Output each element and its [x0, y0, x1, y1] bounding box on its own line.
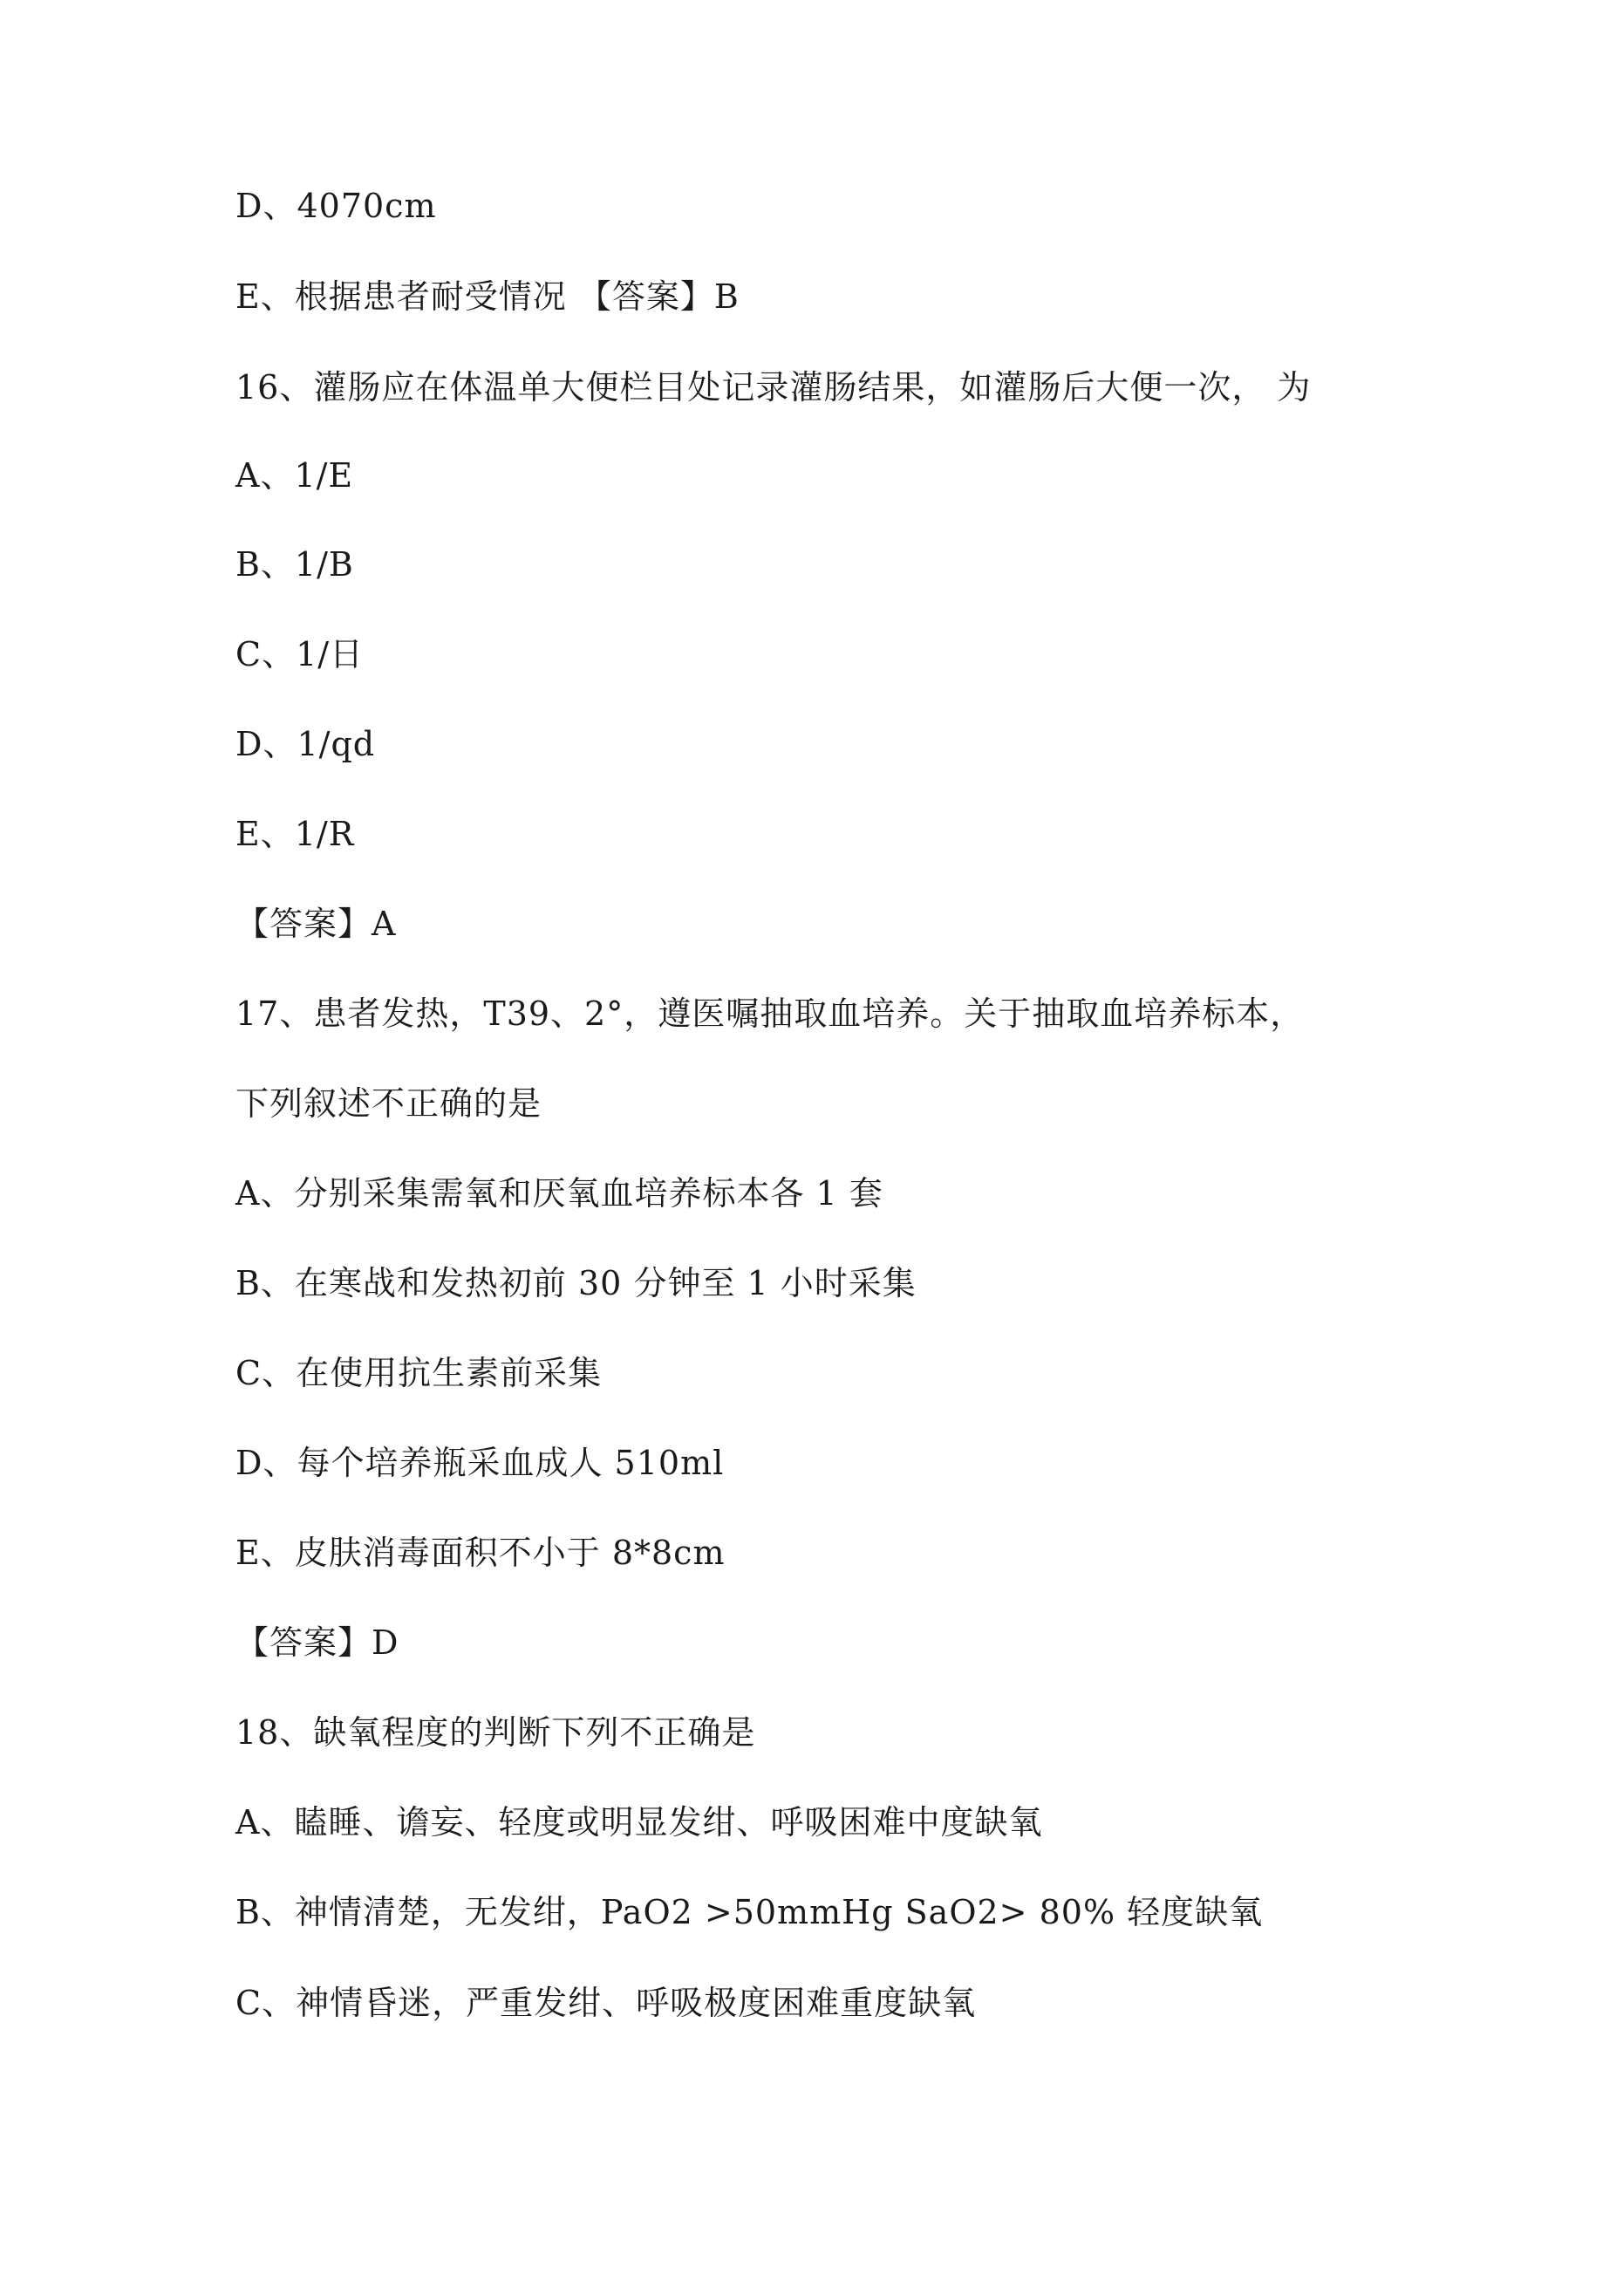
q18-question: 18、缺氧程度的判断下列不正确是 [235, 1713, 756, 1752]
q16-option-d: D、1/qd [235, 725, 376, 763]
q17-question-line1: 17、患者发热，T39、2°，遵医嘱抽取血培养。关于抽取血培养标本， [235, 994, 1305, 1033]
q17-question-line2: 下列叙述不正确的是 [235, 1084, 542, 1123]
q17-option-b: B、在寒战和发热初前 30 分钟至 1 小时采集 [235, 1264, 917, 1302]
q16-question: 16、灌肠应在体温单大便栏目处记录灌肠结果，如灌肠后大便一次， 为 [235, 368, 1312, 407]
q18-option-c: C、神情昏迷，严重发绀、呼吸极度困难重度缺氧 [235, 1984, 977, 2022]
q17-option-d: D、每个培养瓶采血成人 510ml [235, 1444, 725, 1482]
q15-option-d: D、4070cm [235, 187, 437, 225]
q16-option-b: B、1/B [235, 545, 354, 584]
q15-option-e-answer: E、根据患者耐受情况 【答案】B [235, 277, 740, 316]
q16-option-a: A、1/E [235, 456, 354, 495]
q17-option-e: E、皮肤消毒面积不小于 8*8cm [235, 1534, 726, 1572]
q18-option-a: A、瞌睡、谵妄、轻度或明显发绀、呼吸困难中度缺氧 [235, 1803, 1043, 1842]
q16-option-c: C、1/日 [235, 635, 365, 673]
q17-option-a: A、分别采集需氧和厌氧血培养标本各 1 套 [235, 1174, 883, 1213]
q17-answer: 【答案】D [235, 1623, 399, 1662]
q16-option-e: E、1/R [235, 815, 355, 853]
q17-option-c: C、在使用抗生素前采集 [235, 1354, 603, 1392]
q18-option-b: B、神情清楚，无发绀，PaO2 >50mmHg SaO2> 80% 轻度缺氧 [235, 1893, 1264, 1931]
q16-answer: 【答案】A [235, 905, 397, 943]
